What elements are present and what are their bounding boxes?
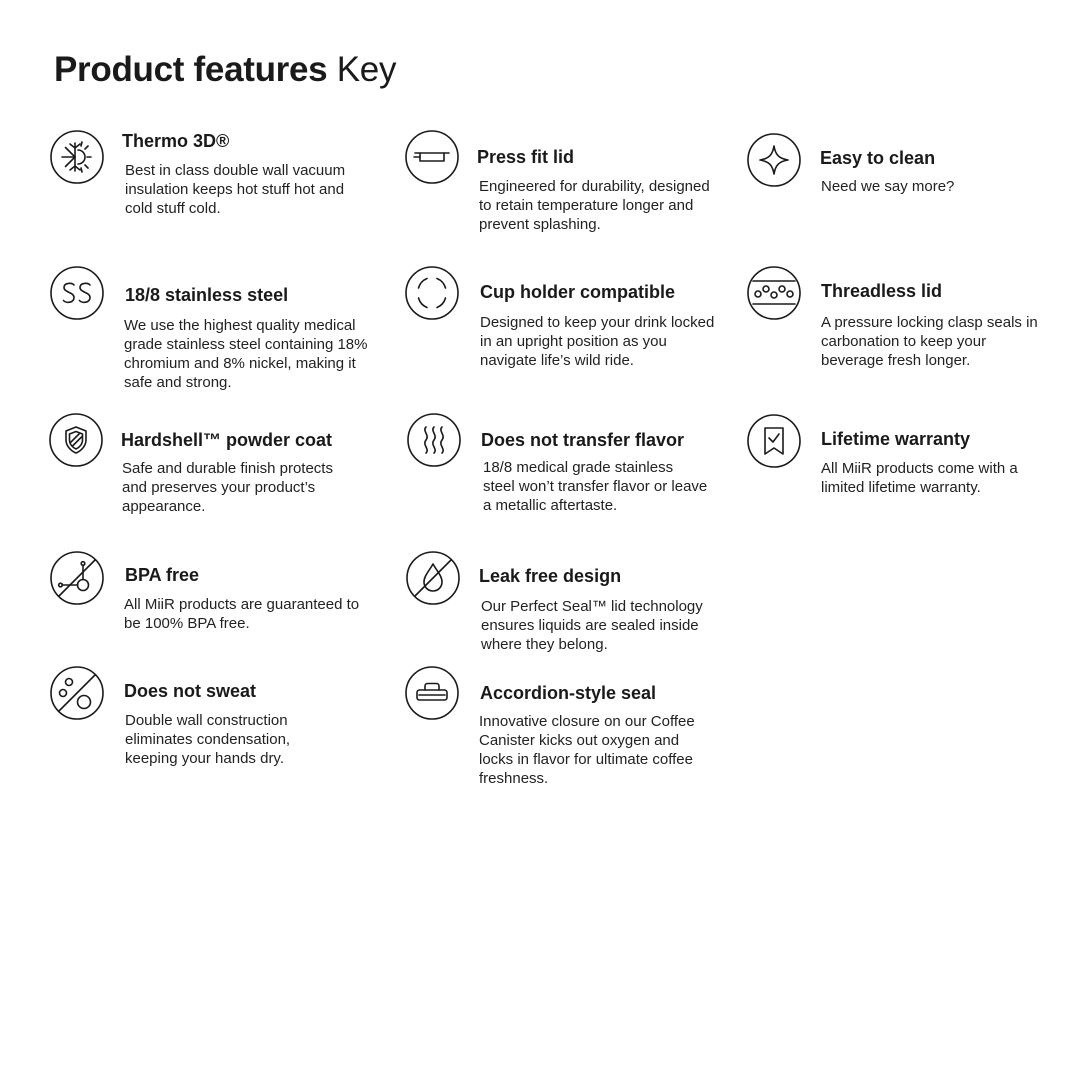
feature-desc: Engineered for durability, designed to retain temperature longer and prevent splashing. bbox=[479, 178, 710, 233]
feature-desc: Need we say more? bbox=[821, 178, 955, 195]
flavor-waves-icon bbox=[407, 413, 461, 467]
feature-title: Easy to clean bbox=[820, 148, 936, 168]
feature-title: Accordion-style seal bbox=[480, 683, 657, 703]
feature-title: 18/8 stainless steel bbox=[125, 285, 289, 305]
feature-title: Does not sweat bbox=[124, 681, 257, 701]
feature-desc: Our Perfect Seal™ lid technology ensures liquids are sealed inside where they belong. bbox=[481, 598, 703, 653]
shield-icon bbox=[49, 413, 103, 467]
feature-title: Press fit lid bbox=[477, 147, 575, 167]
feature-desc: Designed to keep your drink locked in an upright position as you navigate life’s wild ride. bbox=[480, 314, 715, 369]
feature-desc: All MiiR products come with a limited lifetime warranty. bbox=[821, 460, 1018, 496]
feature-desc: We use the highest quality medical grade stainless steel containing 18% chromium and 8% nickel, making it safe and strong. bbox=[124, 317, 368, 391]
feature-title: Does not transfer flavor bbox=[481, 430, 685, 450]
canister-seal-icon bbox=[405, 666, 459, 720]
warranty-badge-icon bbox=[747, 414, 801, 468]
press-fit-lid-icon bbox=[405, 130, 459, 184]
feature-title: Cup holder compatible bbox=[480, 282, 676, 302]
hot-cold-icon bbox=[50, 130, 104, 184]
ss-icon bbox=[50, 266, 104, 320]
feature-desc: Innovative closure on our Coffee Canister kicks out oxygen and locks in flavor for ultimate coffee freshness. bbox=[479, 713, 695, 787]
page-title-light: Key bbox=[336, 50, 397, 89]
no-bpa-icon bbox=[50, 551, 104, 605]
feature-desc: Safe and durable finish protects and preserves your product’s appearance. bbox=[122, 460, 333, 515]
cup-holder-icon bbox=[405, 266, 459, 320]
page-title bbox=[54, 48, 396, 92]
feature-title: Thermo 3D® bbox=[122, 131, 230, 151]
page-title-bold: Product features bbox=[54, 50, 328, 89]
feature-title: Leak free design bbox=[479, 566, 622, 586]
bubbles-icon bbox=[747, 266, 801, 320]
feature-title: BPA free bbox=[125, 565, 200, 585]
feature-desc: All MiiR products are guaranteed to be 100% BPA free. bbox=[124, 596, 360, 632]
feature-title: Lifetime warranty bbox=[821, 429, 971, 449]
feature-title: Threadless lid bbox=[821, 281, 943, 301]
sparkle-icon bbox=[747, 133, 801, 187]
no-leak-drop-icon bbox=[406, 551, 460, 605]
feature-desc: 18/8 medical grade stainless steel won’t transfer flavor or leave a metallic aftertaste. bbox=[483, 459, 708, 514]
feature-desc: A pressure locking clasp seals in carbonation to keep your beverage fresh longer. bbox=[821, 314, 1038, 369]
no-sweat-icon bbox=[50, 666, 104, 720]
feature-desc: Best in class double wall vacuum insulation keeps hot stuff hot and cold stuff cold. bbox=[125, 162, 346, 217]
feature-title: Hardshell™ powder coat bbox=[121, 430, 333, 450]
feature-desc: Double wall construction eliminates condensation, keeping your hands dry. bbox=[125, 712, 291, 767]
